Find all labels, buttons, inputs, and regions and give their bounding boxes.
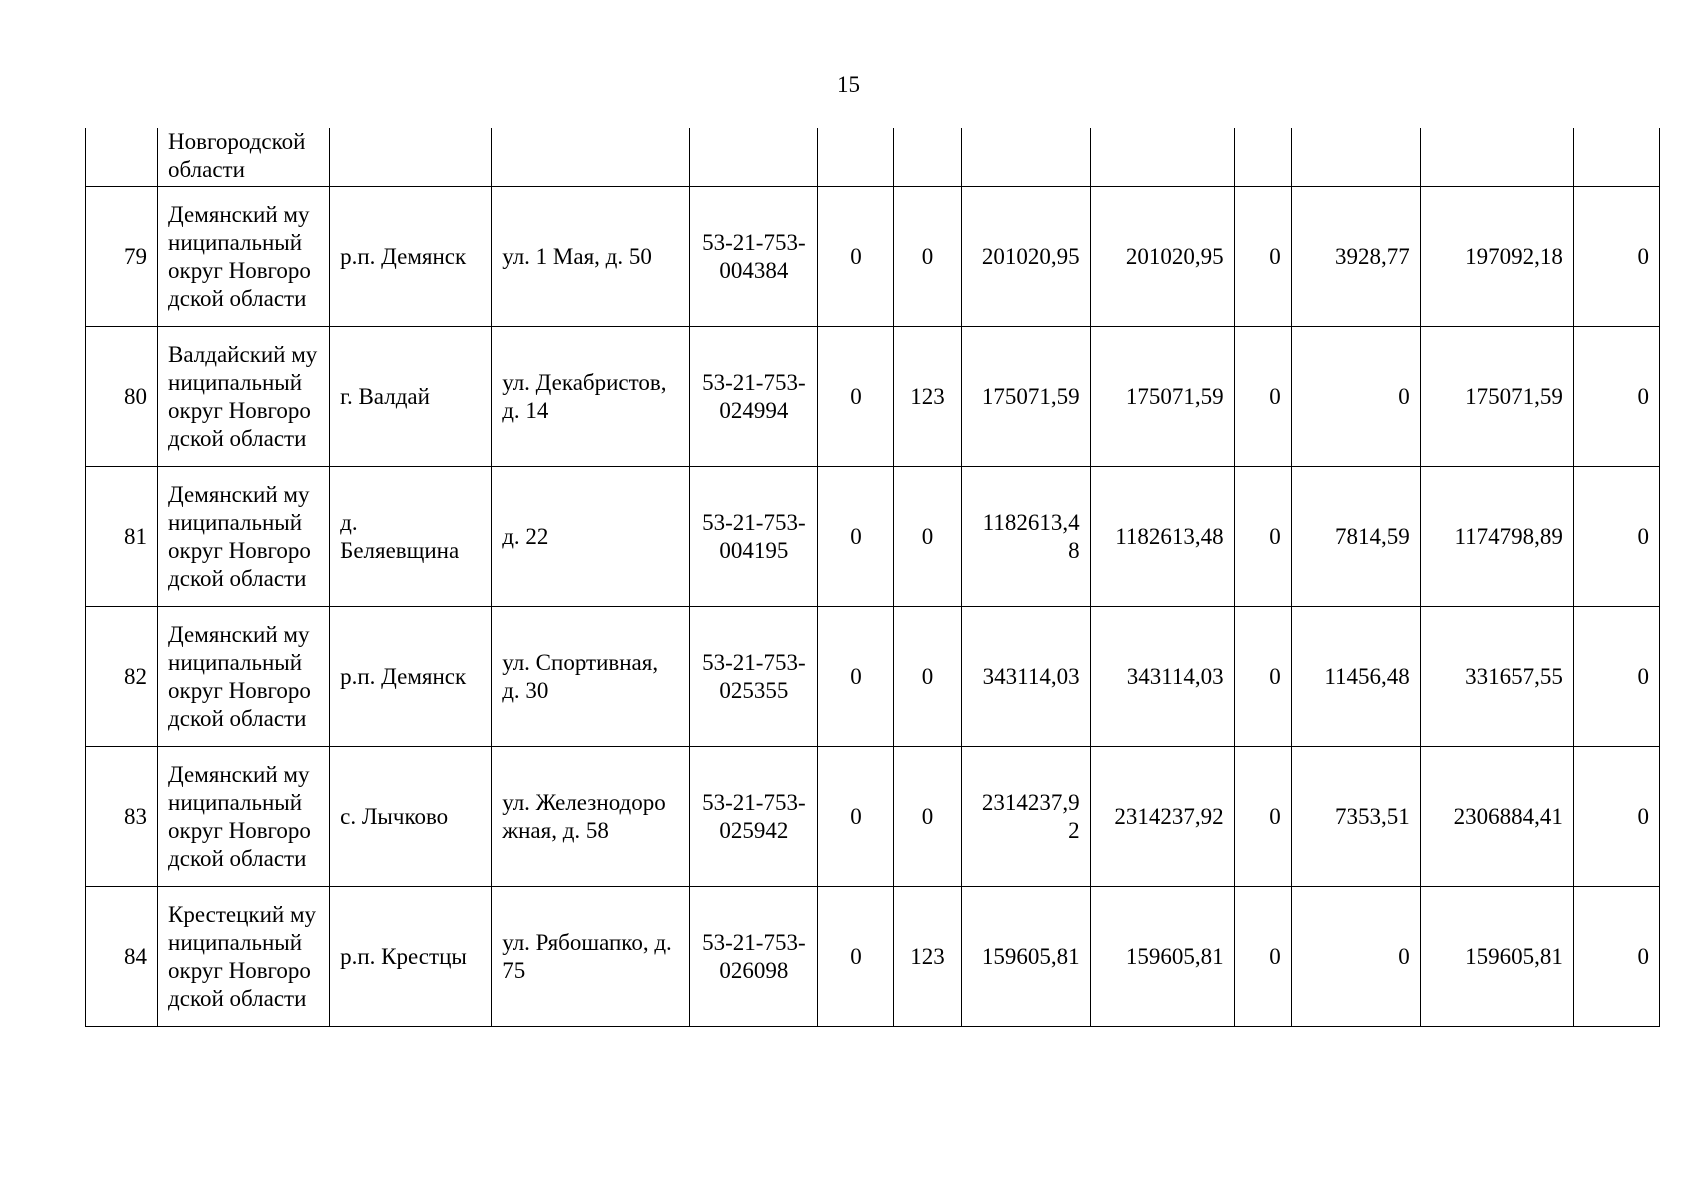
cell-district: Валдайский муниципальный округ Новгородской области xyxy=(158,327,330,467)
cell-c3: 1182613,48 xyxy=(961,467,1090,607)
table-row-continuation xyxy=(86,128,1660,187)
cell-code: 53-21-753-024994 xyxy=(690,327,818,467)
cell-district: Демянский муниципальный округ Новгородской области xyxy=(158,747,330,887)
data-table xyxy=(85,128,1660,1027)
cell-c3: 343114,03 xyxy=(961,607,1090,747)
cell-code: 53-21-753-025355 xyxy=(690,607,818,747)
cell-c6: 7353,51 xyxy=(1291,747,1420,887)
cell-settlement: с. Лычково xyxy=(330,747,492,887)
cell-settlement: р.п. Демянск xyxy=(330,607,492,747)
cell-c1: 0 xyxy=(818,187,894,327)
cell-c1: 0 xyxy=(818,467,894,607)
cell-c5: 0 xyxy=(1234,607,1291,747)
cell-c4: 175071,59 xyxy=(1090,327,1234,467)
cell-c4: 159605,81 xyxy=(1090,887,1234,1027)
cell-c1 xyxy=(818,128,894,187)
cell-c7: 175071,59 xyxy=(1420,327,1573,467)
cell-c5: 0 xyxy=(1234,467,1291,607)
cell-number: 84 xyxy=(86,887,158,1027)
cell-c8: 0 xyxy=(1573,467,1659,607)
cell-c4 xyxy=(1090,128,1234,187)
cell-c5: 0 xyxy=(1234,187,1291,327)
cell-c6: 7814,59 xyxy=(1291,467,1420,607)
cell-c2: 0 xyxy=(894,467,961,607)
cell-settlement xyxy=(330,128,492,187)
cell-c6 xyxy=(1291,128,1420,187)
cell-c5: 0 xyxy=(1234,887,1291,1027)
cell-district: Демянский муниципальный округ Новгородской области xyxy=(158,467,330,607)
cell-settlement: р.п. Крестцы xyxy=(330,887,492,1027)
cell-c4: 2314237,92 xyxy=(1090,747,1234,887)
cell-c8: 0 xyxy=(1573,327,1659,467)
cell-c7: 1174798,89 xyxy=(1420,467,1573,607)
cell-c8: 0 xyxy=(1573,187,1659,327)
cell-code: 53-21-753-025942 xyxy=(690,747,818,887)
cell-c8 xyxy=(1573,128,1659,187)
cell-c6: 0 xyxy=(1291,327,1420,467)
cell-c2: 0 xyxy=(894,187,961,327)
cell-number: 81 xyxy=(86,467,158,607)
cell-c7: 2306884,41 xyxy=(1420,747,1573,887)
cell-c2: 123 xyxy=(894,327,961,467)
cell-c4: 1182613,48 xyxy=(1090,467,1234,607)
cell-number: 79 xyxy=(86,187,158,327)
cell-c2: 123 xyxy=(894,887,961,1027)
cell-c5: 0 xyxy=(1234,747,1291,887)
cell-c2: 0 xyxy=(894,607,961,747)
cell-c7: 159605,81 xyxy=(1420,887,1573,1027)
cell-c7: 197092,18 xyxy=(1420,187,1573,327)
cell-code: 53-21-753-026098 xyxy=(690,887,818,1027)
cell-address: ул. Рябошапко, д. 75 xyxy=(492,887,690,1027)
cell-c8: 0 xyxy=(1573,747,1659,887)
cell-settlement: г. Валдай xyxy=(330,327,492,467)
table-row xyxy=(86,607,1660,747)
cell-c5 xyxy=(1234,128,1291,187)
cell-c1: 0 xyxy=(818,887,894,1027)
cell-c6: 0 xyxy=(1291,887,1420,1027)
cell-settlement: р.п. Демянск xyxy=(330,187,492,327)
cell-address: ул. Декабристов, д. 14 xyxy=(492,327,690,467)
cell-address: д. 22 xyxy=(492,467,690,607)
cell-c3: 175071,59 xyxy=(961,327,1090,467)
cell-address xyxy=(492,128,690,187)
cell-c4: 343114,03 xyxy=(1090,607,1234,747)
cell-c4: 201020,95 xyxy=(1090,187,1234,327)
cell-code xyxy=(690,128,818,187)
table-row xyxy=(86,327,1660,467)
cell-c1: 0 xyxy=(818,747,894,887)
cell-c5: 0 xyxy=(1234,327,1291,467)
cell-c2 xyxy=(894,128,961,187)
cell-number xyxy=(86,128,158,187)
cell-code: 53-21-753-004195 xyxy=(690,467,818,607)
cell-c7 xyxy=(1420,128,1573,187)
cell-code: 53-21-753-004384 xyxy=(690,187,818,327)
table-row xyxy=(86,467,1660,607)
cell-address: ул. Железнодорожная, д. 58 xyxy=(492,747,690,887)
page-number: 15 xyxy=(837,72,860,97)
table-row xyxy=(86,747,1660,887)
cell-c3: 159605,81 xyxy=(961,887,1090,1027)
cell-c1: 0 xyxy=(818,607,894,747)
cell-c6: 3928,77 xyxy=(1291,187,1420,327)
cell-number: 83 xyxy=(86,747,158,887)
table-row xyxy=(86,187,1660,327)
cell-c3: 2314237,92 xyxy=(961,747,1090,887)
cell-c7: 331657,55 xyxy=(1420,607,1573,747)
cell-address: ул. 1 Мая, д. 50 xyxy=(492,187,690,327)
cell-address: ул. Спортивная, д. 30 xyxy=(492,607,690,747)
cell-district: Новгородской области xyxy=(158,128,330,187)
cell-district: Демянский муниципальный округ Новгородской области xyxy=(158,607,330,747)
cell-number: 80 xyxy=(86,327,158,467)
cell-c1: 0 xyxy=(818,327,894,467)
cell-c3 xyxy=(961,128,1090,187)
table-row xyxy=(86,887,1660,1027)
cell-c3: 201020,95 xyxy=(961,187,1090,327)
cell-number: 82 xyxy=(86,607,158,747)
cell-c2: 0 xyxy=(894,747,961,887)
cell-district: Демянский муниципальный округ Новгородской области xyxy=(158,187,330,327)
cell-district: Крестецкий муниципальный округ Новгородской области xyxy=(158,887,330,1027)
cell-c6: 11456,48 xyxy=(1291,607,1420,747)
cell-settlement: д. Беляевщина xyxy=(330,467,492,607)
cell-c8: 0 xyxy=(1573,887,1659,1027)
cell-c8: 0 xyxy=(1573,607,1659,747)
